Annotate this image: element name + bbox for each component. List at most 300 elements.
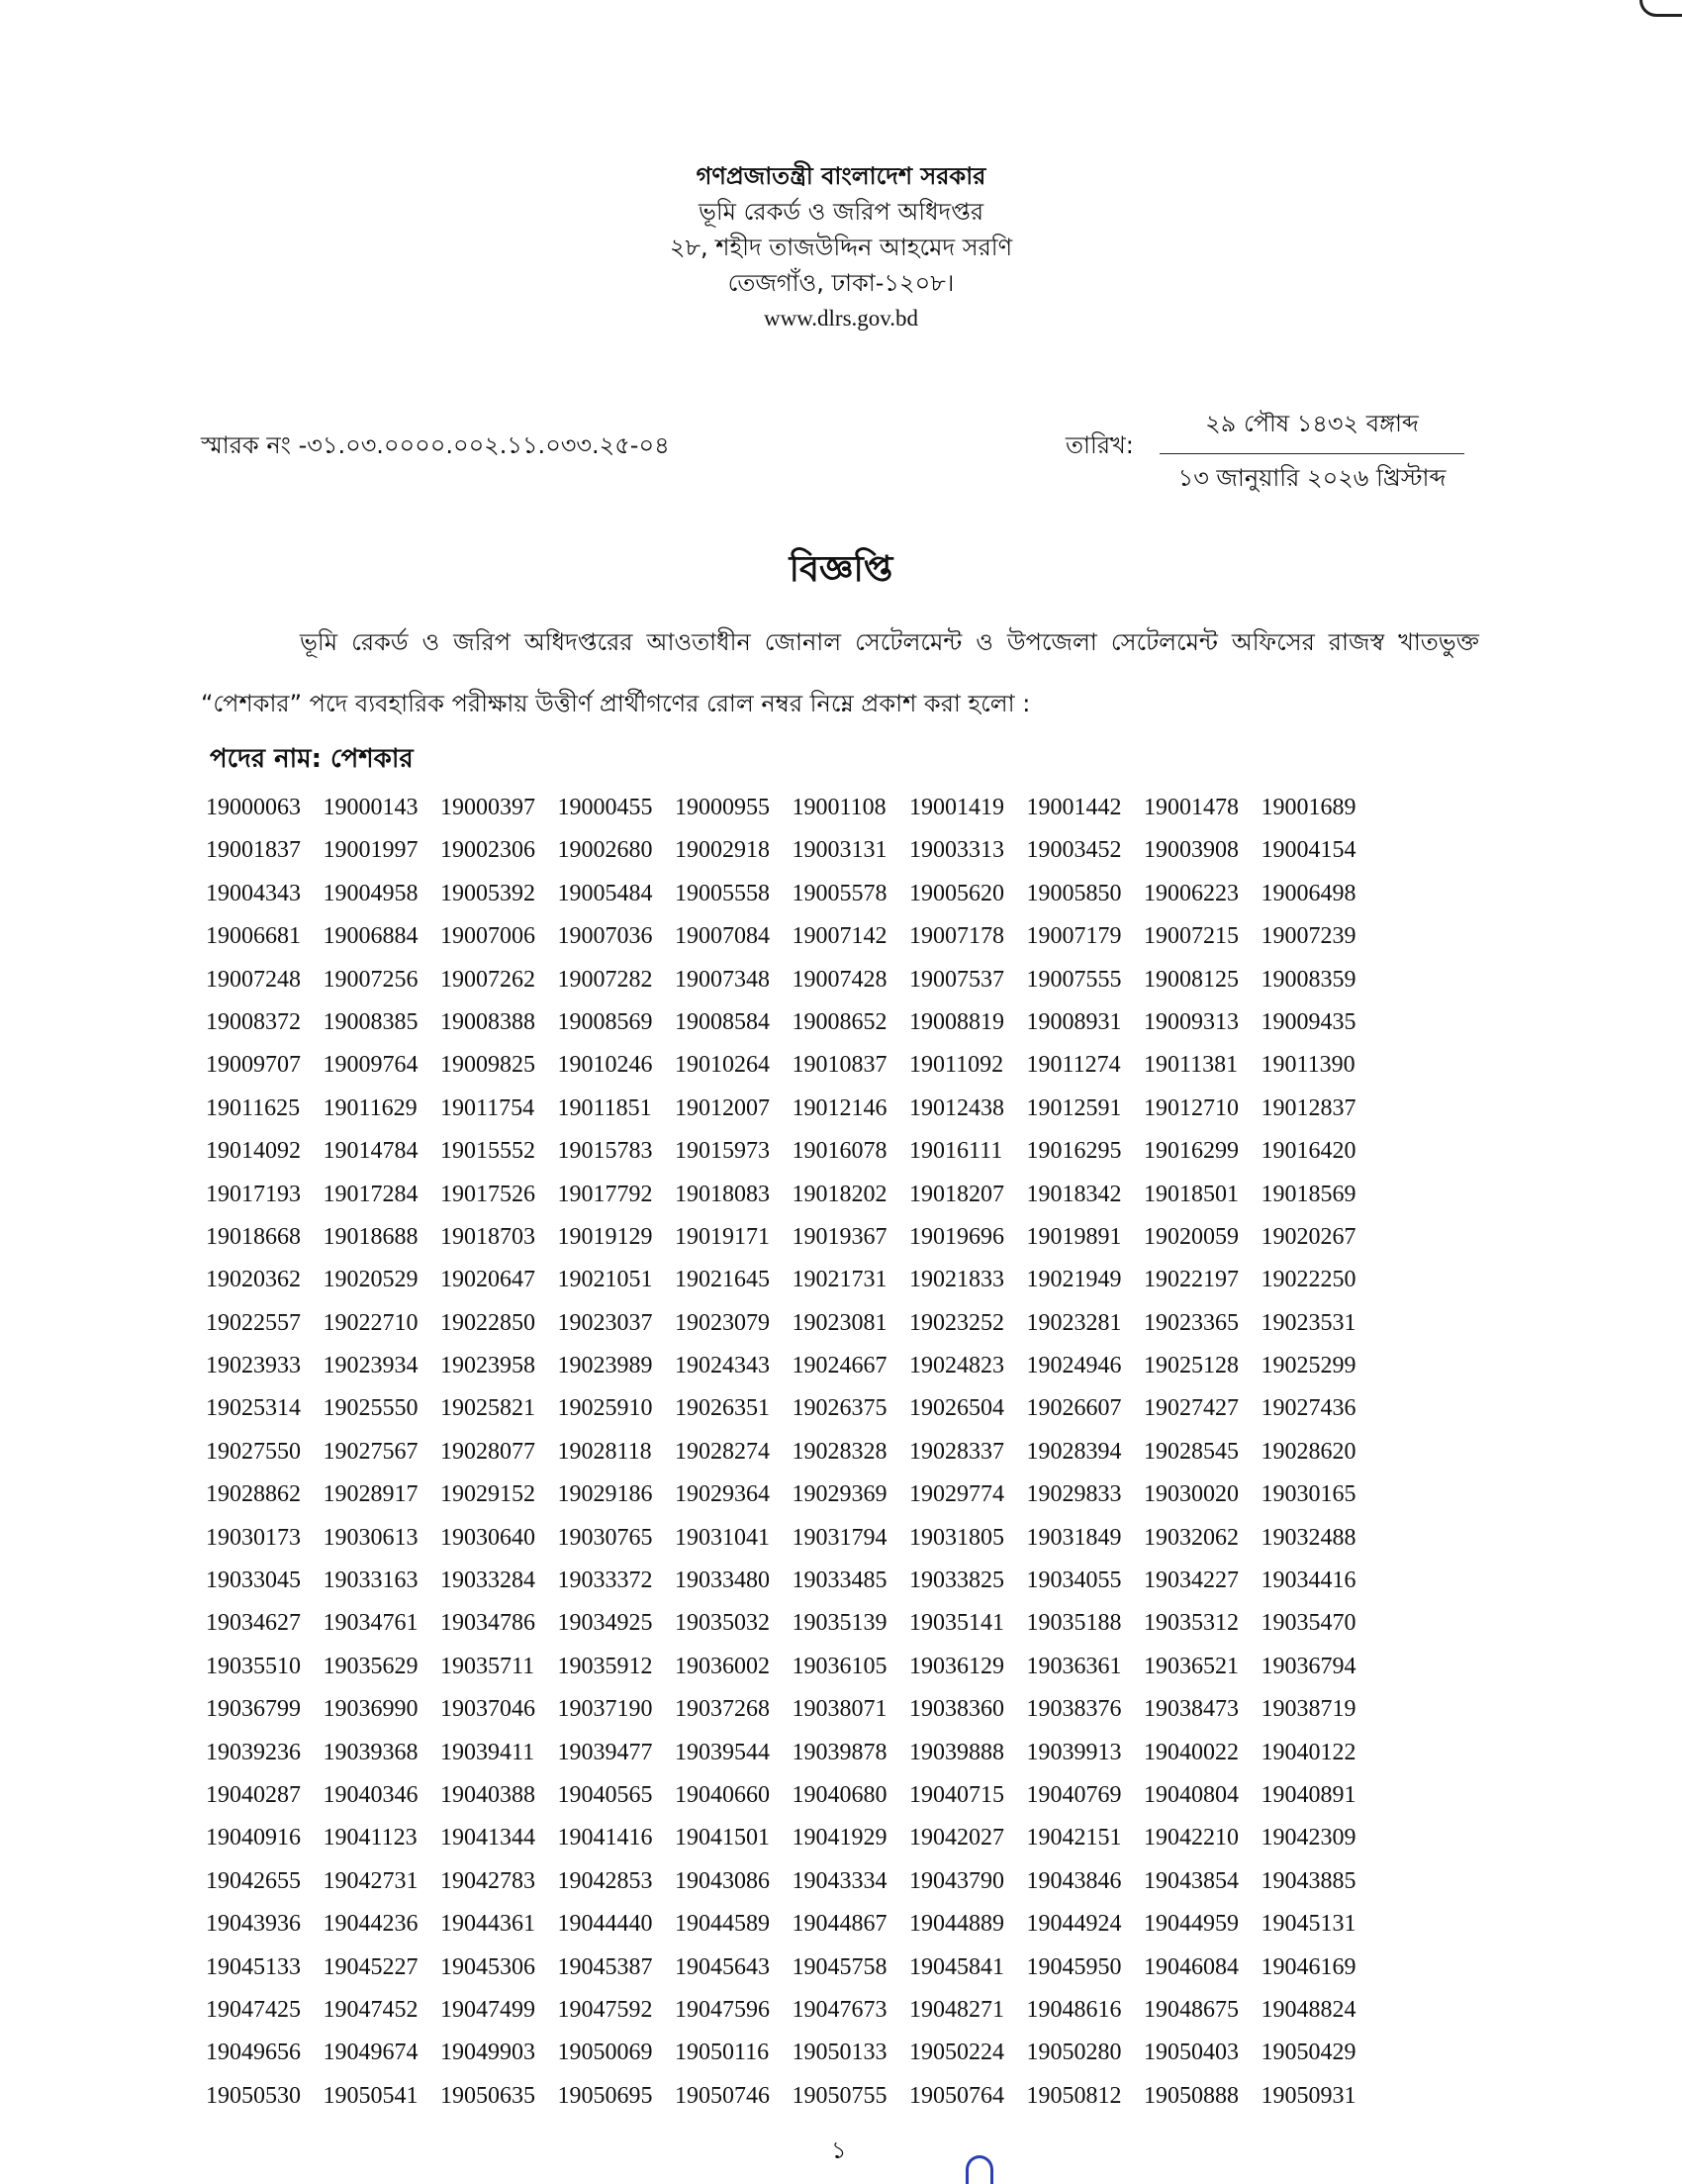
roll-number: 19018207 <box>909 1181 1004 1207</box>
post-name-heading: পদের নাম: পেশকার <box>210 744 414 774</box>
roll-number: 19001419 <box>909 795 1004 820</box>
roll-number: 19044589 <box>675 1911 770 1938</box>
roll-number: 19027436 <box>1261 1395 1356 1422</box>
roll-number: 19023989 <box>557 1353 653 1379</box>
roll-number: 19021833 <box>909 1267 1004 1293</box>
roll-number: 19018342 <box>1026 1181 1122 1207</box>
roll-number: 19035312 <box>1144 1610 1239 1637</box>
roll-number: 19027567 <box>323 1438 419 1465</box>
roll-number: 19009825 <box>440 1052 535 1079</box>
roll-number: 19005578 <box>792 880 888 906</box>
roll-number: 19040346 <box>323 1781 419 1808</box>
roll-number: 19007142 <box>792 923 888 950</box>
date-block <box>1160 406 1464 500</box>
roll-number: 19049656 <box>206 2040 301 2066</box>
roll-number: 19050764 <box>909 2082 1004 2109</box>
roll-number: 19040388 <box>440 1781 535 1808</box>
date-label: তারিখ: <box>1066 431 1134 459</box>
roll-number: 19001689 <box>1261 795 1356 820</box>
page-number: ১ <box>831 2137 847 2164</box>
roll-number: 19015973 <box>675 1138 770 1165</box>
roll-number: 19017284 <box>323 1181 419 1207</box>
roll-number: 19007256 <box>323 966 419 993</box>
roll-number: 19003131 <box>792 837 888 864</box>
roll-number: 19040769 <box>1026 1781 1122 1808</box>
roll-number: 19041123 <box>323 1825 418 1852</box>
roll-number: 19003313 <box>909 837 1004 864</box>
roll-number: 19023281 <box>1026 1309 1122 1336</box>
roll-number: 19007215 <box>1144 923 1239 950</box>
roll-number: 19008372 <box>206 1008 301 1035</box>
roll-number: 19036361 <box>1026 1653 1122 1679</box>
roll-number: 19025299 <box>1261 1353 1356 1379</box>
roll-number: 19037046 <box>440 1696 535 1723</box>
roll-number: 19050812 <box>1026 2082 1122 2109</box>
roll-number: 19009313 <box>1144 1008 1239 1035</box>
roll-number: 19020267 <box>1261 1223 1356 1250</box>
roll-number: 19001478 <box>1144 795 1239 820</box>
address-line-2: তেজগাঁও, ঢাকা-১২০৮। <box>727 269 955 297</box>
roll-number: 19011092 <box>909 1052 1004 1079</box>
website-link[interactable]: www.dlrs.gov.bd <box>763 306 919 331</box>
roll-number: 19031805 <box>909 1524 1004 1551</box>
roll-number: 19028274 <box>675 1438 770 1465</box>
roll-number: 19019171 <box>675 1223 770 1250</box>
roll-number: 19028077 <box>440 1438 535 1465</box>
roll-number: 19044959 <box>1144 1911 1239 1938</box>
roll-number: 19020059 <box>1144 1223 1239 1250</box>
roll-number: 19007084 <box>675 923 770 950</box>
roll-number: 19046169 <box>1261 1953 1356 1980</box>
roll-number: 19029186 <box>557 1481 653 1508</box>
roll-number: 19047425 <box>206 1996 301 2023</box>
roll-number: 19031794 <box>792 1524 888 1551</box>
roll-number: 19028394 <box>1026 1438 1122 1465</box>
roll-number: 19008819 <box>909 1008 1004 1035</box>
roll-number: 19028545 <box>1144 1438 1239 1465</box>
roll-number-grid <box>206 795 1433 2126</box>
roll-number: 19031041 <box>675 1524 770 1551</box>
roll-number: 19045133 <box>206 1953 301 1980</box>
roll-number: 19040660 <box>675 1781 770 1808</box>
roll-number: 19018703 <box>440 1223 535 1250</box>
roll-number: 19019129 <box>557 1223 653 1250</box>
roll-number: 19034055 <box>1026 1567 1122 1594</box>
roll-number: 19008569 <box>557 1008 653 1035</box>
roll-number: 19036002 <box>675 1653 770 1679</box>
roll-number: 19047592 <box>557 1996 653 2023</box>
roll-number: 19019367 <box>792 1223 888 1250</box>
roll-number: 19042210 <box>1144 1825 1239 1852</box>
roll-number: 19050695 <box>557 2082 653 2109</box>
roll-number: 19007282 <box>557 966 653 993</box>
roll-number: 19011754 <box>440 1094 535 1121</box>
roll-number: 19035912 <box>557 1653 653 1679</box>
roll-number: 19047499 <box>440 1996 535 2023</box>
roll-number: 19050541 <box>323 2082 419 2109</box>
roll-number: 19035629 <box>323 1653 419 1679</box>
roll-number: 19050133 <box>792 2040 888 2066</box>
roll-number: 19032062 <box>1144 1524 1239 1551</box>
memo-number: স্মারক নং -৩১.০৩.০০০০.০০২.১১.০৩৩.২৫-০৪ <box>201 431 670 459</box>
roll-number: 19035188 <box>1026 1610 1122 1637</box>
roll-number: 19008584 <box>675 1008 770 1035</box>
roll-number: 19026607 <box>1026 1395 1122 1422</box>
roll-number: 19034627 <box>206 1610 301 1637</box>
roll-number: 19019891 <box>1026 1223 1122 1250</box>
roll-number: 19033480 <box>675 1567 770 1594</box>
roll-number: 19004958 <box>323 880 419 906</box>
roll-number: 19030173 <box>206 1524 301 1551</box>
roll-number: 19023037 <box>557 1309 653 1336</box>
roll-number: 19040565 <box>557 1781 653 1808</box>
roll-number: 19009707 <box>206 1052 301 1079</box>
roll-number: 19023933 <box>206 1353 301 1379</box>
roll-number: 19023365 <box>1144 1309 1239 1336</box>
roll-number: 19026351 <box>675 1395 770 1422</box>
roll-number: 19005392 <box>440 880 535 906</box>
roll-number: 19000063 <box>206 795 301 820</box>
roll-number: 19015783 <box>557 1138 653 1165</box>
roll-number: 19024946 <box>1026 1353 1122 1379</box>
roll-number: 19040022 <box>1144 1739 1239 1765</box>
roll-number: 19011629 <box>323 1094 418 1121</box>
roll-number: 19040287 <box>206 1781 301 1808</box>
roll-number: 19005620 <box>909 880 1004 906</box>
roll-number: 19045387 <box>557 1953 653 1980</box>
roll-number: 19045643 <box>675 1953 770 1980</box>
roll-number: 19050635 <box>440 2082 535 2109</box>
roll-number: 19012438 <box>909 1094 1004 1121</box>
roll-number: 19041416 <box>557 1825 653 1852</box>
roll-number: 19025821 <box>440 1395 535 1422</box>
roll-number: 19007348 <box>675 966 770 993</box>
roll-number: 19037268 <box>675 1696 770 1723</box>
roll-number: 19044867 <box>792 1911 888 1938</box>
roll-number: 19009764 <box>323 1052 419 1079</box>
roll-number: 19044236 <box>323 1911 419 1938</box>
roll-number: 19019696 <box>909 1223 1004 1250</box>
roll-number: 19033163 <box>323 1567 419 1594</box>
roll-number: 19018569 <box>1261 1181 1356 1207</box>
roll-number: 19034416 <box>1261 1567 1356 1594</box>
roll-number: 19033045 <box>206 1567 301 1594</box>
roll-number: 19006498 <box>1261 880 1356 906</box>
page-edge-mark <box>1639 0 1682 17</box>
roll-number: 19005558 <box>675 880 770 906</box>
roll-number: 19036521 <box>1144 1653 1239 1679</box>
roll-number: 19008388 <box>440 1008 535 1035</box>
roll-number: 19028328 <box>792 1438 888 1465</box>
roll-number: 19038473 <box>1144 1696 1239 1723</box>
roll-number: 19035032 <box>675 1610 770 1637</box>
roll-number: 19007178 <box>909 923 1004 950</box>
roll-number: 19023252 <box>909 1309 1004 1336</box>
roll-number: 19030613 <box>323 1524 419 1551</box>
roll-number: 19028917 <box>323 1481 419 1508</box>
date-bangla: ২৯ পৌষ ১৪৩২ বঙ্গাব্দ <box>1160 406 1464 454</box>
roll-number: 19040891 <box>1261 1781 1356 1808</box>
roll-number: 19039236 <box>206 1739 301 1765</box>
roll-number: 19010837 <box>792 1052 888 1079</box>
roll-number: 19050755 <box>792 2082 888 2109</box>
roll-number: 19007036 <box>557 923 653 950</box>
roll-number: 19050224 <box>909 2040 1004 2066</box>
roll-number: 19000397 <box>440 795 535 820</box>
roll-number: 19039368 <box>323 1739 419 1765</box>
roll-number: 19043846 <box>1026 1867 1122 1894</box>
roll-number: 19027427 <box>1144 1395 1239 1422</box>
roll-number: 19007248 <box>206 966 301 993</box>
roll-number: 19035470 <box>1261 1610 1356 1637</box>
roll-number: 19011851 <box>557 1094 652 1121</box>
roll-number: 19008931 <box>1026 1008 1122 1035</box>
roll-number: 19050069 <box>557 2040 653 2066</box>
roll-number: 19026375 <box>792 1395 888 1422</box>
roll-number: 19016299 <box>1144 1138 1239 1165</box>
roll-number: 19022197 <box>1144 1267 1239 1293</box>
roll-number: 19025550 <box>323 1395 419 1422</box>
roll-number: 19036794 <box>1261 1653 1356 1679</box>
roll-number: 19002306 <box>440 837 535 864</box>
roll-number: 19018202 <box>792 1181 888 1207</box>
roll-number: 19048675 <box>1144 1996 1239 2023</box>
roll-number: 19046084 <box>1144 1953 1239 1980</box>
roll-number: 19023934 <box>323 1353 419 1379</box>
roll-number: 19045950 <box>1026 1953 1122 1980</box>
roll-number: 19036105 <box>792 1653 888 1679</box>
roll-number: 19040916 <box>206 1825 301 1852</box>
roll-number: 19020362 <box>206 1267 301 1293</box>
roll-number: 19001837 <box>206 837 301 864</box>
roll-number: 19018668 <box>206 1223 301 1250</box>
notice-body: ভূমি রেকর্ড ও জরিপ অধিদপ্তরের আওতাধীন জোনাল সেটেলমেন্ট ও উপজেলা সেটেলমেন্ট অফিসের রাজস্ব খাতভুক্ত “পেশকার” পদে ব্যবহারিক পরীক্ষায় উত্তীর্ণ প্রার্থীগণের রোল নম্বর নিম্নে প্রকাশ করা হলো : <box>201 628 1479 717</box>
roll-number: 19020647 <box>440 1267 535 1293</box>
roll-number: 19008652 <box>792 1008 888 1035</box>
roll-number: 19007262 <box>440 966 535 993</box>
roll-number: 19035139 <box>792 1610 888 1637</box>
roll-number: 19008385 <box>323 1008 419 1035</box>
roll-number: 19044361 <box>440 1911 535 1938</box>
roll-number: 19011274 <box>1026 1052 1121 1079</box>
government-name: গণপ্রজাতন্ত্রী বাংলাদেশ সরকার <box>696 162 986 190</box>
roll-number: 19014092 <box>206 1138 301 1165</box>
roll-number: 19010246 <box>557 1052 653 1079</box>
roll-number: 19040680 <box>792 1781 888 1808</box>
roll-number: 19050746 <box>675 2082 770 2109</box>
roll-number: 19009435 <box>1261 1008 1356 1035</box>
roll-number: 19017526 <box>440 1181 535 1207</box>
roll-number: 19042853 <box>557 1867 653 1894</box>
roll-number: 19033825 <box>909 1567 1004 1594</box>
roll-number: 19040715 <box>909 1781 1004 1808</box>
roll-number: 19042655 <box>206 1867 301 1894</box>
roll-number: 19050403 <box>1144 2040 1239 2066</box>
roll-number: 19023958 <box>440 1353 535 1379</box>
roll-number: 19007428 <box>792 966 888 993</box>
roll-number: 19002918 <box>675 837 770 864</box>
roll-number: 19038071 <box>792 1696 888 1723</box>
roll-number: 19044889 <box>909 1911 1004 1938</box>
roll-number: 19025910 <box>557 1395 653 1422</box>
roll-number: 19004154 <box>1261 837 1356 864</box>
roll-number: 19045841 <box>909 1953 1004 1980</box>
roll-number: 19007239 <box>1261 923 1356 950</box>
roll-number: 19022710 <box>323 1309 419 1336</box>
roll-number: 19012007 <box>675 1094 770 1121</box>
roll-number: 19006884 <box>323 923 419 950</box>
roll-number: 19018083 <box>675 1181 770 1207</box>
roll-number: 19039411 <box>440 1739 535 1765</box>
roll-number: 19045306 <box>440 1953 535 1980</box>
roll-number: 19001997 <box>323 837 419 864</box>
roll-number: 19044440 <box>557 1911 653 1938</box>
roll-number: 19004343 <box>206 880 301 906</box>
roll-number: 19038376 <box>1026 1696 1122 1723</box>
roll-number: 19000455 <box>557 795 653 820</box>
roll-number: 19024343 <box>675 1353 770 1379</box>
roll-number: 19016111 <box>909 1138 1003 1165</box>
roll-number: 19000955 <box>675 795 770 820</box>
roll-number: 19023079 <box>675 1309 770 1336</box>
roll-number: 19036799 <box>206 1696 301 1723</box>
roll-number: 19050116 <box>675 2040 770 2066</box>
roll-number: 19035510 <box>206 1653 301 1679</box>
roll-number: 19028118 <box>557 1438 652 1465</box>
roll-number: 19043936 <box>206 1911 301 1938</box>
roll-number: 19024667 <box>792 1353 888 1379</box>
roll-number: 19011625 <box>206 1094 301 1121</box>
roll-number: 19034925 <box>557 1610 653 1637</box>
roll-number: 19039913 <box>1026 1739 1122 1765</box>
roll-number: 19021645 <box>675 1267 770 1293</box>
roll-number: 19043086 <box>675 1867 770 1894</box>
roll-number: 19036129 <box>909 1653 1004 1679</box>
roll-number: 19043790 <box>909 1867 1004 1894</box>
roll-number: 19031849 <box>1026 1524 1122 1551</box>
department-name: ভূমি রেকর্ড ও জরিপ অধিদপ্তর <box>698 198 984 226</box>
roll-number: 19029364 <box>675 1481 770 1508</box>
roll-number: 19039888 <box>909 1739 1004 1765</box>
roll-number: 19021731 <box>792 1267 888 1293</box>
roll-number: 19034761 <box>323 1610 419 1637</box>
roll-number: 19025314 <box>206 1395 301 1422</box>
roll-number: 19048824 <box>1261 1996 1356 2023</box>
roll-number: 19050931 <box>1261 2082 1356 2109</box>
roll-number: 19016420 <box>1261 1138 1356 1165</box>
roll-number: 19038360 <box>909 1696 1004 1723</box>
roll-number: 19047452 <box>323 1996 419 2023</box>
roll-number: 19038719 <box>1261 1696 1356 1723</box>
roll-number: 19018501 <box>1144 1181 1239 1207</box>
roll-number: 19035141 <box>909 1610 1004 1637</box>
roll-number: 19025128 <box>1144 1353 1239 1379</box>
roll-number: 19043854 <box>1144 1867 1239 1894</box>
roll-number: 19017193 <box>206 1181 301 1207</box>
roll-number: 19001108 <box>792 795 887 820</box>
roll-number: 19029774 <box>909 1481 1004 1508</box>
roll-number: 19043885 <box>1261 1867 1356 1894</box>
roll-number: 19018688 <box>323 1223 419 1250</box>
roll-number: 19040122 <box>1261 1739 1356 1765</box>
roll-number: 19050429 <box>1261 2040 1356 2066</box>
roll-number: 19042783 <box>440 1867 535 1894</box>
roll-number: 19050530 <box>206 2082 301 2109</box>
roll-number: 19023531 <box>1261 1309 1356 1336</box>
roll-number: 19020529 <box>323 1267 419 1293</box>
roll-number: 19036990 <box>323 1696 419 1723</box>
roll-number: 19022557 <box>206 1309 301 1336</box>
roll-number: 19001442 <box>1026 795 1122 820</box>
roll-number: 19032488 <box>1261 1524 1356 1551</box>
roll-number: 19029833 <box>1026 1481 1122 1508</box>
roll-number: 19041501 <box>675 1825 770 1852</box>
roll-number: 19007006 <box>440 923 535 950</box>
roll-number: 19026504 <box>909 1395 1004 1422</box>
roll-number: 19006681 <box>206 923 301 950</box>
roll-number: 19005850 <box>1026 880 1122 906</box>
roll-number: 19014784 <box>323 1138 419 1165</box>
ink-mark <box>966 2155 993 2184</box>
roll-number: 19039477 <box>557 1739 653 1765</box>
roll-number: 19023081 <box>792 1309 888 1336</box>
roll-number: 19012591 <box>1026 1094 1122 1121</box>
roll-number: 19045227 <box>323 1953 419 1980</box>
roll-number: 19008359 <box>1261 966 1356 993</box>
roll-number: 19030165 <box>1261 1481 1356 1508</box>
roll-number: 19050280 <box>1026 2040 1122 2066</box>
roll-number: 19010264 <box>675 1052 770 1079</box>
roll-number: 19043334 <box>792 1867 888 1894</box>
roll-number: 19045131 <box>1261 1911 1356 1938</box>
roll-number: 19041929 <box>792 1825 888 1852</box>
roll-number: 19027550 <box>206 1438 301 1465</box>
roll-number: 19044924 <box>1026 1911 1122 1938</box>
letterhead <box>0 158 1682 336</box>
roll-number: 19040804 <box>1144 1781 1239 1808</box>
roll-number: 19041344 <box>440 1825 535 1852</box>
roll-number: 19030020 <box>1144 1481 1239 1508</box>
roll-number: 19048271 <box>909 1996 1004 2023</box>
roll-number: 19033284 <box>440 1567 535 1594</box>
roll-number: 19006223 <box>1144 880 1239 906</box>
roll-number: 19011381 <box>1144 1052 1239 1079</box>
roll-number: 19035711 <box>440 1653 535 1679</box>
roll-number: 19042731 <box>323 1867 419 1894</box>
roll-number: 19049903 <box>440 2040 535 2066</box>
roll-number: 19034786 <box>440 1610 535 1637</box>
roll-number: 19028620 <box>1261 1438 1356 1465</box>
roll-number: 19007179 <box>1026 923 1122 950</box>
roll-number: 19029369 <box>792 1481 888 1508</box>
roll-number: 19045758 <box>792 1953 888 1980</box>
roll-number: 19042309 <box>1261 1825 1356 1852</box>
roll-number: 19033372 <box>557 1567 653 1594</box>
roll-number: 19049674 <box>323 2040 419 2066</box>
roll-number: 19021051 <box>557 1267 653 1293</box>
roll-number: 19016078 <box>792 1138 888 1165</box>
roll-number: 19024823 <box>909 1353 1004 1379</box>
roll-number: 19022850 <box>440 1309 535 1336</box>
address-line-1: ২৮, শহীদ তাজউদ্দিন আহমেদ সরণি <box>669 234 1013 261</box>
roll-number: 19033485 <box>792 1567 888 1594</box>
roll-number: 19008125 <box>1144 966 1239 993</box>
roll-number: 19048616 <box>1026 1996 1122 2023</box>
roll-number: 19047596 <box>675 1996 770 2023</box>
roll-number: 19022250 <box>1261 1267 1356 1293</box>
roll-number: 19047673 <box>792 1996 888 2023</box>
roll-number: 19028337 <box>909 1438 1004 1465</box>
